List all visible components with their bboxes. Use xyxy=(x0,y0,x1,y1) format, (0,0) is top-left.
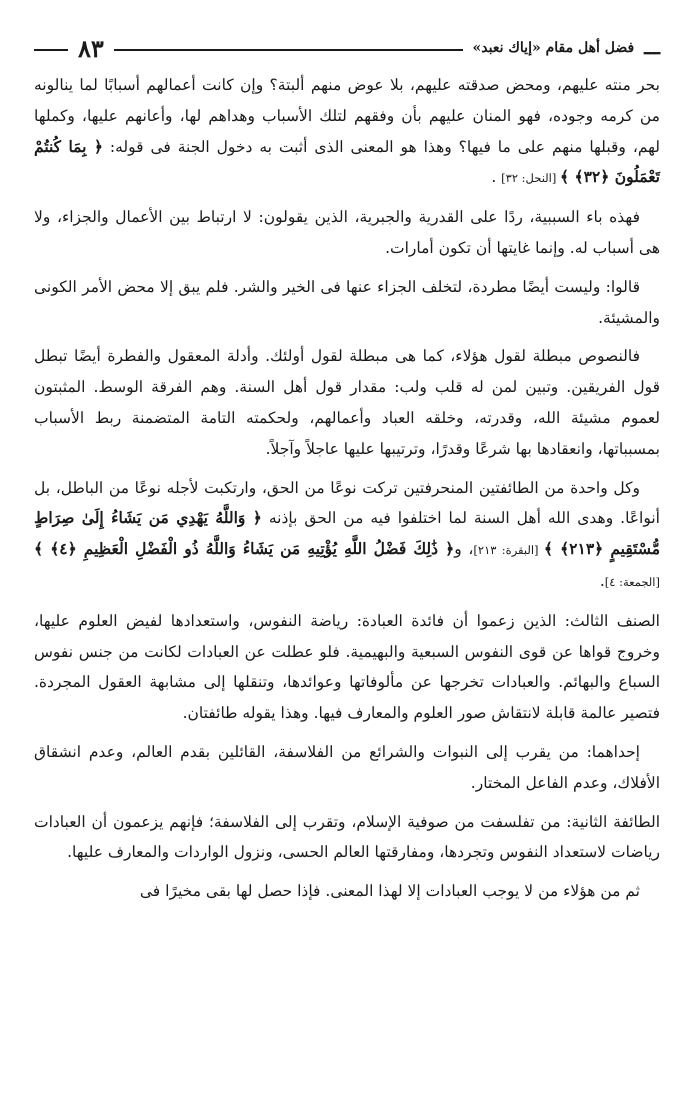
paragraph-text: فالنصوص مبطلة لقول هؤلاء، كما هى مبطلة لقول أولئك. وأدلة المعقول والفطرة أيضًا تبطل قول الفريقين. وتبين لمن له قلب ولب: مقدار قول أهل السنة. وهم الفرقة الوسط. المثبتون لعموم مشيئة الله، وقدرته، وخلقه العباد وأعمالهم، ولحكمته التامة المتضمنة ربط الأسباب بمسبباتها، وانعقادها بها شرعًا وقدرًا، وترتيبها عليها عاجلاً وآجلاً. xyxy=(34,347,660,458)
paragraph-p1 xyxy=(34,70,660,194)
paragraph-text: . xyxy=(491,168,502,187)
verse-citation: [البقرة: ٢١٣] xyxy=(473,543,544,558)
quran-verse: ﴿ ذَٰلِكَ فَضْلُ اللَّهِ يُؤْتِيهِ مَن يَشَاءُ وَاللَّهُ ذُو الْفَضْلِ الْعَظِيمِ ﴿٤﴾ ﴾ xyxy=(34,539,455,559)
paragraph-text: وكل واحدة من الطائفتين المنحرفتين تركت نوعًا من الحق، وارتكبت لأجله نوعًا من الباطل، بل أنواعًا. وهدى الله أهل السنة لما اختلفوا فيه من الحق بإذنه xyxy=(34,478,660,528)
paragraph-text: قالوا: وليست أيضًا مطردة، لتخلف الجزاء عنها فى الخير والشر. فلم يبق إلا محض الأمر الكونى والمشيئة. xyxy=(34,277,660,327)
verse-citation: [الجمعة: ٤] xyxy=(604,574,660,589)
verse-citation: [النحل: ٣٢] xyxy=(501,171,561,186)
paragraph-text: . xyxy=(599,571,605,590)
paragraph-p7 xyxy=(34,737,660,799)
quran-verse: ﴿ بِمَا كُنتُمْ تَعْمَلُونَ ﴿٣٢﴾ ﴾ xyxy=(34,136,660,187)
running-title: فضل أهل مقام «إياك نعبد» xyxy=(472,40,635,56)
page-number: ٨٣ xyxy=(78,33,104,63)
paragraph-text: الطائفة الثانية: من تفلسفت من صوفية الإسلام، وتقرب إلى الفلاسفة؛ فإنهم يزعمون أن العبادات رياضات لاستعداد النفوس وتجردها، ومفارقتها العالم الحسى، ونزول الواردات والمعارف عليها. xyxy=(34,812,660,862)
paragraph-p3 xyxy=(34,272,660,334)
paragraph-p9 xyxy=(34,876,660,907)
paragraph-text: فهذه باء السببية، ردًا على القدرية والجبرية، الذين يقولون: لا ارتباط بين الأعمال والجزاء، ولا هى أسباب له. وإنما غايتها أن تكون أمارات. xyxy=(34,208,660,257)
paragraph-text: ، و xyxy=(454,540,474,559)
page-body xyxy=(34,70,660,907)
paragraph-p8 xyxy=(34,807,660,869)
paragraph-p2 xyxy=(34,202,660,264)
header-trailing-rule xyxy=(34,49,68,51)
paragraph-text: بحر منته عليهم، ومحض صدقته عليهم، بلا عوض منهم ألبتة؟ وإن كانت أعمالهم أسبابًا لما ينالونه من كرمه وجوده، فهو المنان عليهم بأن وفقهم لتلك الأسباب وهداهم لها، وأعانهم عليها، وكملها لهم، وقبلها منهم على ما فيها؟ وهذا هو المعنى الذى أثبت به دخول الجنة فى قوله: xyxy=(34,76,661,156)
paragraph-p4 xyxy=(34,341,660,464)
paragraph-p6 xyxy=(34,606,660,729)
quran-verse: ﴿ وَاللَّهُ يَهْدِي مَن يَشَاءُ إِلَىٰ صِرَاطٍ مُّسْتَقِيمٍ ﴿٢١٣﴾ ﴾ xyxy=(34,508,660,559)
header-rule xyxy=(114,49,463,51)
paragraph-text: الصنف الثالث: الذين زعموا أن فائدة العبادة: رياضة النفوس، واستعدادها لفيض العلوم عليها، وخروج قواها عن قوى النفوس السبعية والبهيمية. فلو عطلت عن العبادات لكانت من جنس نفوس السباع والبهائم. والعبادات تخرجها عن مألوفاتها وعوائدها، وتنقلها إلى مشابهة العقول المجردة. فتصير عالمة قابلة لانتقاش صور العلوم والمعارف فيها. وهذا يقوله طائفتان. xyxy=(34,611,660,723)
page-header xyxy=(34,28,660,68)
paragraph-text: إحداهما: من يقرب إلى النبوات والشرائع من الفلاسفة، القائلين بقدم العالم، وعدم انشقاق الأفلاك، وعدم الفاعل المختار. xyxy=(34,742,660,792)
paragraph-text: ثم من هؤلاء من لا يوجب العبادات إلا لهذا المعنى. فإذا حصل لها بقى مخيرًا فى xyxy=(139,882,640,901)
header-dash: ـــ xyxy=(644,37,660,59)
paragraph-p5 xyxy=(34,473,660,598)
